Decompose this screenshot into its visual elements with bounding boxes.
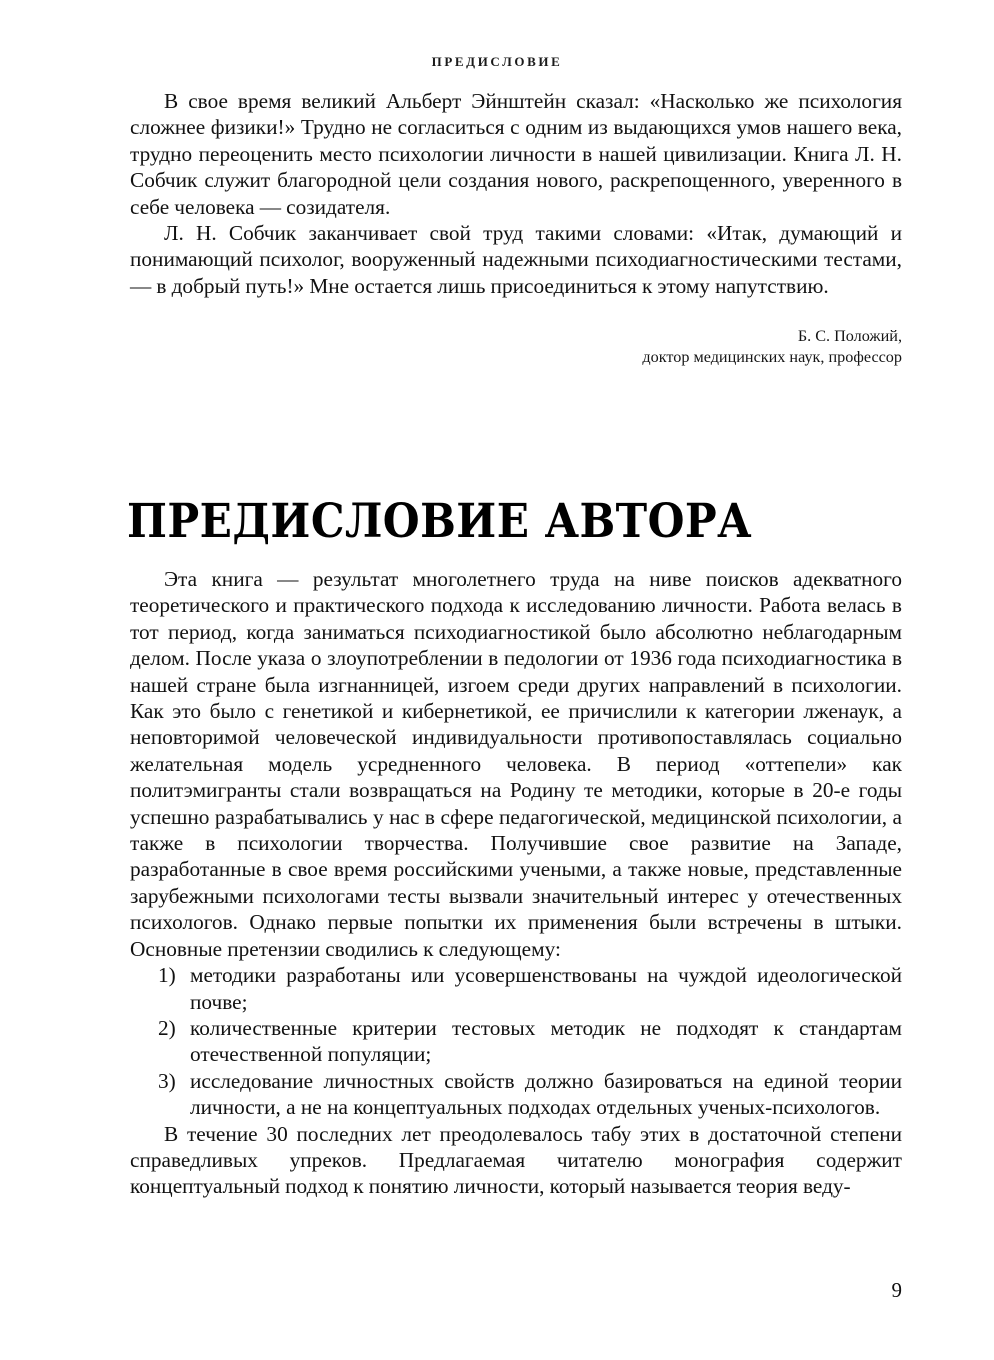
page-number: 9 <box>891 1278 902 1302</box>
list-item-text: исследование личностных свойств должно базироваться на единой теории личности, а не на концептуальных подходах отдельных ученых-психологов. <box>190 1068 902 1120</box>
chapter-intro-paragraph: Эта книга — результат многолетнего труда на ниве поисков адекватного теоретического и практического подхода к исследованию личности. Работа велась в тот период, когда заниматься психодиагностикой было абсолютно неблагодарным делом. После указа о злоупотреблении в педологии от 1936 года психодиагностика в нашей стране была изгнанницей, изгоем среди других направлений в психологии. Как это было с генетикой и кибернетикой, ее причислили к категории лженаук, а неповторимой человеческой индивидуальности противопоставлялась социально желательная модель усредненного человека. В период «оттепели» как политэмигранты стали возвращаться на Родину те методики, которые в 20-е годы успешно разрабатывались у нас в сфере педагогической, медицинской психологии, а также в психологии творчества. Получившие свое развитие на Западе, разработанные в свое время российскими учеными, а также новые, представленные зарубежными психологами тесты вызвали значительный интерес у отечественных психологов. Однако первые попытки их применения были встречены в штыки. Основные претензии сводились к следующему: <box>130 567 902 961</box>
claims-list <box>130 962 902 1120</box>
list-item-marker: 1) <box>158 963 176 988</box>
list-item-text: количественные критерии тестовых методик не подходят к стандартам отечественной популяции; <box>190 1015 902 1067</box>
list-item <box>130 1068 902 1121</box>
chapter-title: ПРЕДИСЛОВИЕ АВТОРА <box>127 494 753 550</box>
foreword-paragraph-1: В свое время великий Альберт Эйнштейн сказал: «Насколько же психология сложнее физики!» Трудно не согласиться с одним из выдающихся умов нашего века, трудно переоценить место психологии личности в нашей цивилизации. Книга Л. Н. Собчик служит благородной цели создания нового, раскрепощенного, уверенного в себе человека — созидателя. <box>130 89 902 219</box>
foreword-paragraph-2: Л. Н. Собчик заканчивает свой труд такими словами: «Итак, думающий и понимающий психолог, вооруженный надежными психодиагностическими тестами, — в добрый путь!» Мне остается лишь присоединиться к этому напутствию. <box>130 221 902 298</box>
running-head: ПРЕДИСЛОВИЕ <box>431 54 563 69</box>
chapter-closing-paragraph: В течение 30 последних лет преодолевалось табу этих в достаточной степени справедливых упреков. Предлагаемая читателю монография содержит концептуальный подход к понятию личности, который называется теория веду- <box>130 1121 902 1199</box>
signature-title: доктор медицинских наук, профессор <box>642 348 902 367</box>
list-item <box>130 1015 902 1068</box>
list-item-marker: 2) <box>158 1015 176 1040</box>
chapter-body-block <box>130 566 902 1200</box>
signature-block <box>130 326 902 368</box>
list-item-marker: 3) <box>158 1068 176 1093</box>
signature-name: Б. С. Положий, <box>797 327 902 346</box>
list-item-text: методики разработаны или усовершенствованы на чуждой идеологической почве; <box>190 963 902 1014</box>
foreword-editor-block <box>130 88 902 368</box>
list-item <box>130 962 902 1015</box>
